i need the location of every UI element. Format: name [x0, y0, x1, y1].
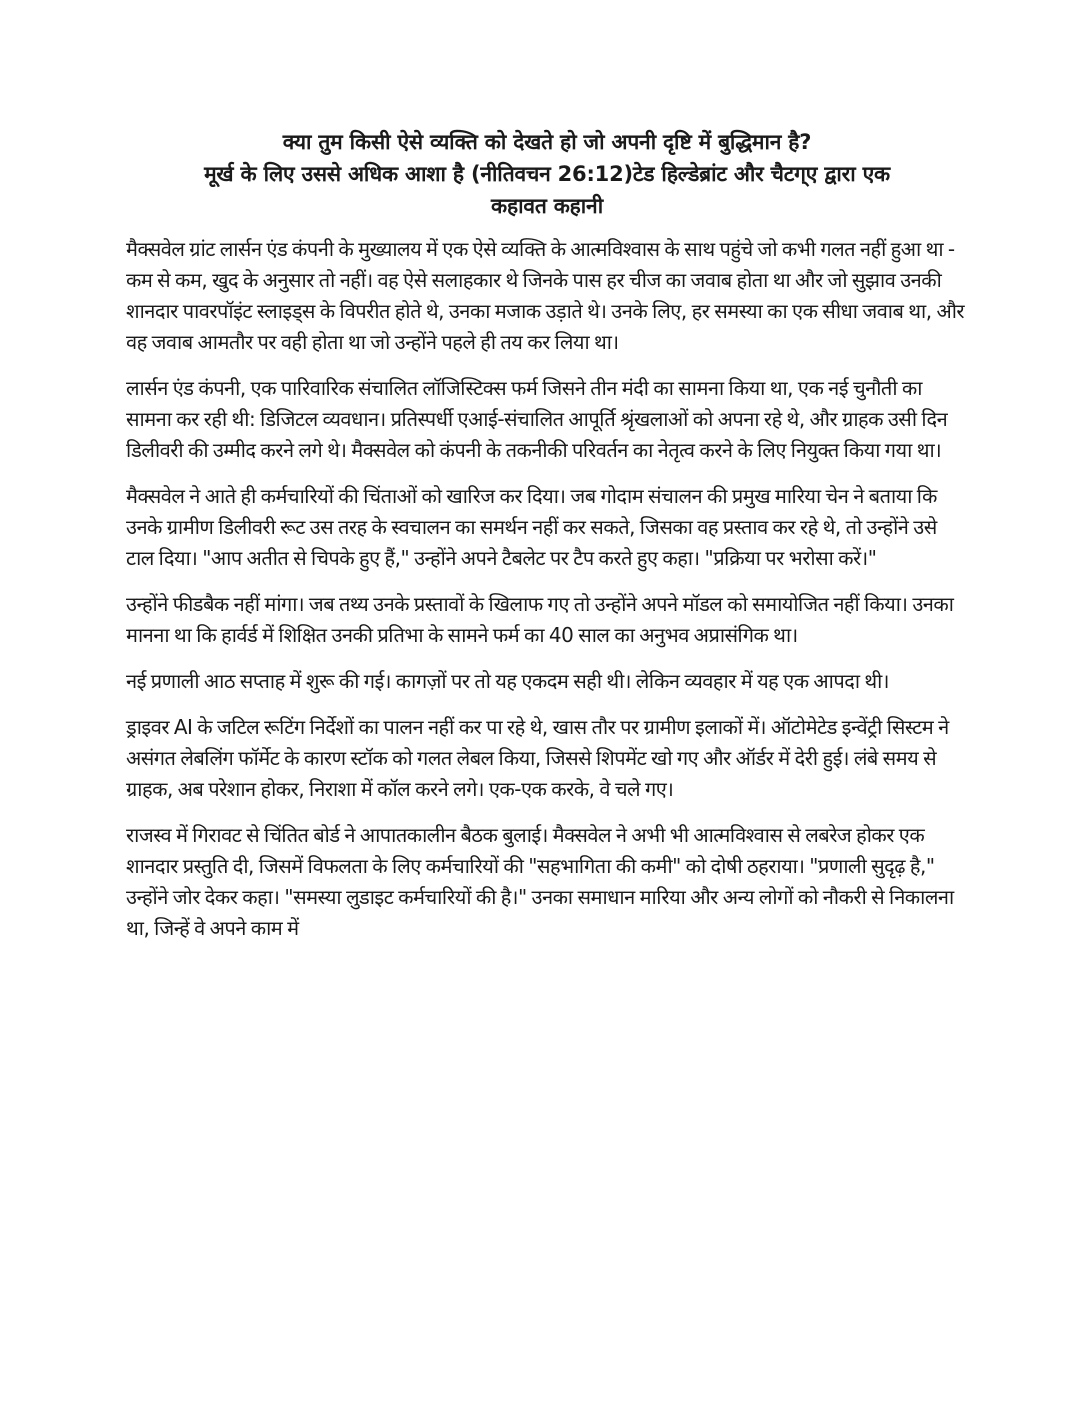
paragraph-disaster: ड्राइवर AI के जटिल रूटिंग निर्देशों का पालन नहीं कर पा रहे थे, खास तौर पर ग्रामीण इलाकों में। ऑटोमेटेड इन्वेंट्री सिस्टम ने असंगत लेबलिंग फॉर्मेट के कारण स्टॉक को गलत लेबल किया, जिससे शिपमेंट खो गए और ऑर्डर में देरी हुई। लंबे समय से ग्राहक, अब परेशान होकर, निराशा में कॉल करने लगे। एक-एक करके, वे चले गए।	[126, 715, 949, 801]
paragraph-board-meeting: राजस्व में गिरावट से चिंतित बोर्ड ने आपातकालीन बैठक बुलाई। मैक्सवेल ने अभी भी आत्मविश्वास से लबरेज होकर एक शानदार प्रस्तुति दी, जिसमें विफलता के लिए कर्मचारियों की "सहभागिता की कमी" को दोषी ठहराया। "प्रणाली सुदृढ़ है," उन्होंने जोर देकर कहा। "समस्या लुडाइट कर्मचारियों की है।" उनका समाधान मारिया और अन्य लोगों को नौकरी से निकालना था, जिन्हें वे अपने काम में	[126, 823, 954, 940]
paragraph-launch: नई प्रणाली आठ सप्ताह में शुरू की गई। कागज़ों पर तो यह एकदम सही थी। लेकिन व्यवहार में यह एक आपदा थी।	[126, 669, 889, 693]
title-line-1: क्या तुम किसी ऐसे व्यक्ति को देखते हो जो अपनी दृष्टि में बुद्धिमान है?	[282, 130, 812, 154]
paragraph-intro: मैक्सवेल ग्रांट लार्सन एंड कंपनी के मुख्यालय में एक ऐसे व्यक्ति के आत्मविश्वास के साथ पहुंचे जो कभी गलत नहीं हुआ था - कम से कम, खुद के अनुसार तो नहीं। वह ऐसे सलाहकार थे जिनके पास हर चीज का जवाब होता था और जो सुझाव उनकी शानदार पावरपॉइंट स्लाइड्स के विपरीत होते थे, उनका मजाक उड़ाते थे। उनके लिए, हर समस्या का एक सीधा जवाब था, और वह जवाब आमतौर पर वही होता था जो उन्होंने पहले ही तय कर लिया था।	[126, 237, 965, 354]
document-page	[126, 126, 968, 959]
title-line-2: मूर्ख के लिए उससे अधिक आशा है (नीतिवचन 26:12)टेड हिल्डेब्रांट और चैटग्ए द्वारा एक	[204, 162, 890, 186]
paragraph-company-background: लार्सन एंड कंपनी, एक पारिवारिक संचालित लॉजिस्टिक्स फर्म जिसने तीन मंदी का सामना किया था, एक नई चुनौती का सामना कर रही थी: डिजिटल व्यवधान। प्रतिस्पर्धी एआई-संचालित आपूर्ति श्रृंखलाओं को अपना रहे थे, और ग्राहक उसी दिन डिलीवरी की उम्मीद करने लगे थे। मैक्सवेल को कंपनी के तकनीकी परिवर्तन का नेतृत्व करने के लिए नियुक्त किया गया था।	[126, 376, 948, 462]
document-title	[126, 126, 968, 222]
title-line-3: कहावत कहानी	[491, 194, 603, 218]
paragraph-no-feedback: उन्होंने फीडबैक नहीं मांगा। जब तथ्य उनके प्रस्तावों के खिलाफ गए तो उन्होंने अपने मॉडल को समायोजित नहीं किया। उनका मानना था कि हार्वर्ड में शिक्षित उनकी प्रतिभा के सामने फर्म का 40 साल का अनुभव अप्रासंगिक था।	[126, 592, 954, 647]
paragraph-dismissal: मैक्सवेल ने आते ही कर्मचारियों की चिंताओं को खारिज कर दिया। जब गोदाम संचालन की प्रमुख मारिया चेन ने बताया कि उनके ग्रामीण डिलीवरी रूट उस तरह के स्वचालन का समर्थन नहीं कर सकते, जिसका वह प्रस्ताव कर रहे थे, तो उन्होंने उसे टाल दिया। "आप अतीत से चिपके हुए हैं," उन्होंने अपने टैबलेट पर टैप करते हुए कहा। "प्रक्रिया पर भरोसा करें।"	[126, 484, 937, 570]
